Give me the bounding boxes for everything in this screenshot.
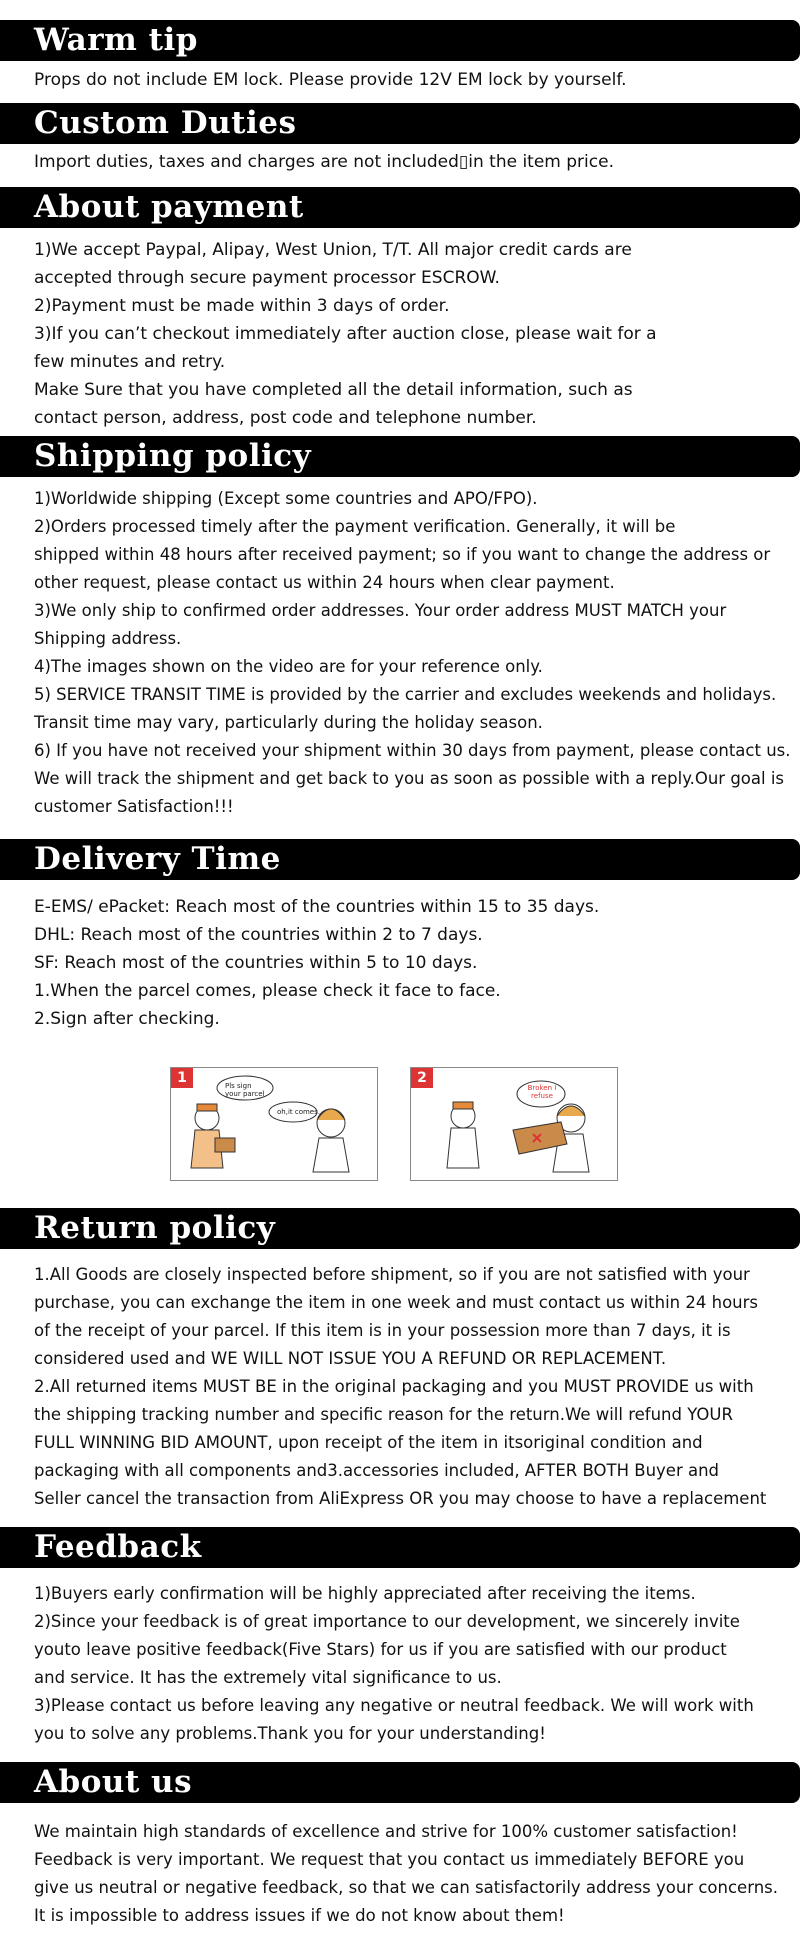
section-title: About us bbox=[34, 1764, 193, 1800]
section-header-delivery-time bbox=[0, 839, 800, 880]
text-line: you to solve any problems.Thank you for your understanding! bbox=[34, 1724, 546, 1743]
section-body-feedback bbox=[34, 1580, 794, 1748]
section-body-custom-duties bbox=[34, 148, 794, 176]
section-title: Delivery Time bbox=[34, 841, 281, 877]
illustration-panel-refuse bbox=[410, 1067, 618, 1181]
section-title: Shipping policy bbox=[34, 438, 312, 474]
text-line: 4)The images shown on the video are for your reference only. bbox=[34, 657, 543, 676]
text-line: Seller cancel the transaction from AliExpress OR you may choose to have a replacement bbox=[34, 1489, 767, 1508]
text-line: 1)Worldwide shipping (Except some countries and APO/FPO). bbox=[34, 489, 538, 508]
text-line: We will track the shipment and get back to you as soon as possible with a reply.Our goal is bbox=[34, 769, 785, 788]
text-line: purchase, you can exchange the item in one week and must contact us within 24 hours bbox=[34, 1293, 759, 1312]
delivery-illustration bbox=[170, 1067, 640, 1185]
text-line: 2)Orders processed timely after the payment verification. Generally, it will be bbox=[34, 517, 676, 536]
courier-and-customer-image bbox=[171, 1068, 377, 1180]
section-title: About payment bbox=[34, 189, 304, 225]
section-header-shipping-policy bbox=[0, 436, 800, 477]
broken-parcel-image bbox=[411, 1068, 617, 1180]
text-line: 3)We only ship to confirmed order addresses. Your order address MUST MATCH your bbox=[34, 601, 727, 620]
text-line: Shipping address. bbox=[34, 629, 182, 648]
text-line: 5) SERVICE TRANSIT TIME is provided by the carrier and excludes weekends and holidays. bbox=[34, 685, 777, 704]
text-line: 2)Since your feedback is of great importance to our development, we sincerely invite bbox=[34, 1612, 740, 1631]
text-line: packaging with all components and3.accessories included, AFTER BOTH Buyer and bbox=[34, 1461, 720, 1480]
text-line: DHL: Reach most of the countries within 2 to 7 days. bbox=[34, 925, 483, 945]
section-header-about-payment bbox=[0, 187, 800, 228]
text-line: 1)Buyers early confirmation will be highly appreciated after receiving the items. bbox=[34, 1584, 696, 1603]
text-line: Import duties, taxes and charges are not included▯in the item price. bbox=[34, 152, 614, 172]
text-line: of the receipt of your parcel. If this item is in your possession more than 7 days, it is bbox=[34, 1321, 731, 1340]
text-line: 6) If you have not received your shipment within 30 days from payment, please contact us. bbox=[34, 741, 791, 760]
text-line: Props do not include EM lock. Please provide 12V EM lock by yourself. bbox=[34, 70, 627, 90]
section-header-return-policy bbox=[0, 1208, 800, 1249]
section-header-custom-duties bbox=[0, 103, 800, 144]
text-line: the shipping tracking number and specific reason for the return.We will refund YOUR bbox=[34, 1405, 733, 1424]
section-body-shipping-policy bbox=[34, 485, 794, 821]
section-body-about-us bbox=[34, 1818, 794, 1930]
text-line: SF: Reach most of the countries within 5 to 10 days. bbox=[34, 953, 478, 973]
text-line: 1)We accept Paypal, Alipay, West Union, T/T. All major credit cards are bbox=[34, 240, 632, 260]
section-body-warm-tip bbox=[34, 66, 794, 94]
section-body-return-policy bbox=[34, 1261, 794, 1513]
text-line: contact person, address, post code and telephone number. bbox=[34, 408, 537, 428]
text-line: Feedback is very important. We request that you contact us immediately BEFORE you bbox=[34, 1850, 745, 1869]
text-line: E-EMS/ ePacket: Reach most of the countries within 15 to 35 days. bbox=[34, 897, 600, 917]
section-header-feedback bbox=[0, 1527, 800, 1568]
section-title: Warm tip bbox=[34, 22, 198, 58]
text-line: considered used and WE WILL NOT ISSUE YOU A REFUND OR REPLACEMENT. bbox=[34, 1349, 667, 1368]
section-title: Return policy bbox=[34, 1210, 276, 1246]
section-title: Custom Duties bbox=[34, 105, 297, 141]
text-line: 2.All returned items MUST BE in the original packaging and you MUST PROVIDE us with bbox=[34, 1377, 754, 1396]
text-line: Make Sure that you have completed all the detail information, such as bbox=[34, 380, 633, 400]
speech-bubble: Broken I refuse bbox=[527, 1084, 557, 1100]
text-line: 1.All Goods are closely inspected before shipment, so if you are not satisfied with your bbox=[34, 1265, 750, 1284]
text-line: 3)Please contact us before leaving any negative or neutral feedback. We will work with bbox=[34, 1696, 754, 1715]
panel-number: 1 bbox=[171, 1068, 193, 1088]
text-line: youto leave positive feedback(Five Stars) for us if you are satisfied with our product bbox=[34, 1640, 727, 1659]
text-line: 2)Payment must be made within 3 days of order. bbox=[34, 296, 450, 316]
text-line: shipped within 48 hours after received payment; so if you want to change the address or bbox=[34, 545, 771, 564]
text-line: We maintain high standards of excellence and strive for 100% customer satisfaction! bbox=[34, 1822, 738, 1841]
text-line: other request, please contact us within 24 hours when clear payment. bbox=[34, 573, 615, 592]
text-line: 3)If you can’t checkout immediately after auction close, please wait for a bbox=[34, 324, 657, 344]
section-header-warm-tip bbox=[0, 20, 800, 61]
text-line: 1.When the parcel comes, please check it face to face. bbox=[34, 981, 501, 1001]
illustration-panel-sign bbox=[170, 1067, 378, 1181]
section-body-about-payment bbox=[34, 236, 794, 432]
text-line: customer Satisfaction!!! bbox=[34, 797, 234, 816]
speech-bubble: oh,it comes.. bbox=[277, 1108, 323, 1116]
text-line: few minutes and retry. bbox=[34, 352, 226, 372]
text-line: give us neutral or negative feedback, so that we can satisfactorily address your concerns. bbox=[34, 1878, 778, 1897]
text-line: FULL WINNING BID AMOUNT, upon receipt of the item in itsoriginal condition and bbox=[34, 1433, 703, 1452]
text-line: Transit time may vary, particularly during the holiday season. bbox=[34, 713, 543, 732]
text-line: It is impossible to address issues if we do not know about them! bbox=[34, 1906, 565, 1925]
section-header-about-us bbox=[0, 1762, 800, 1803]
speech-bubble: Pls sign your parcel bbox=[225, 1082, 265, 1098]
text-line: 2.Sign after checking. bbox=[34, 1009, 220, 1029]
section-body-delivery-time bbox=[34, 893, 794, 1033]
panel-number: 2 bbox=[411, 1068, 433, 1088]
text-line: accepted through secure payment processor ESCROW. bbox=[34, 268, 500, 288]
text-line: and service. It has the extremely vital significance to us. bbox=[34, 1668, 502, 1687]
section-title: Feedback bbox=[34, 1529, 202, 1565]
